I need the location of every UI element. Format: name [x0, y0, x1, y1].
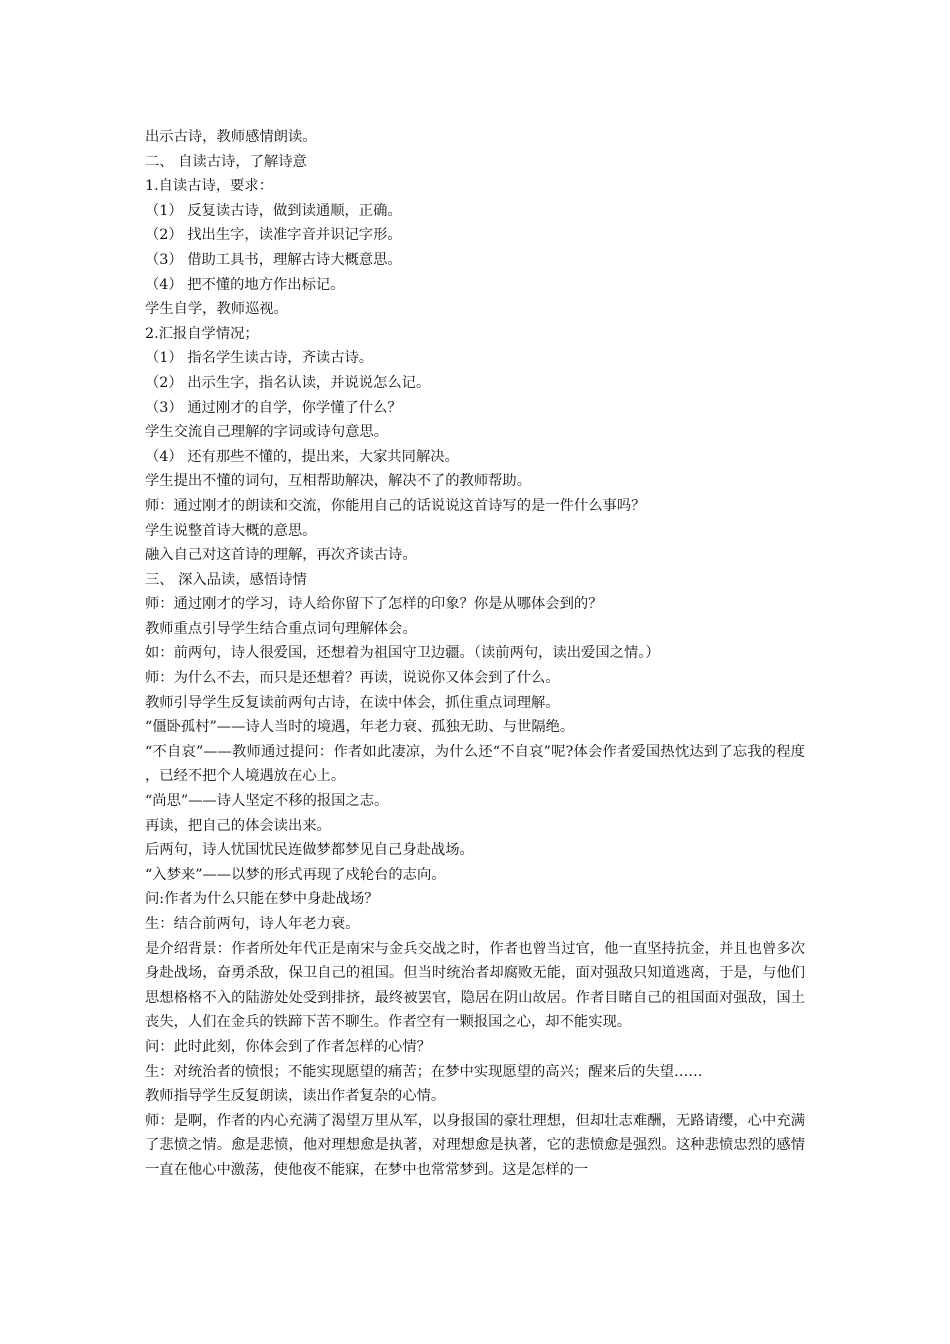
section-heading: 三、 深入品读，感悟诗情 — [145, 571, 307, 588]
list-item: （4） 把不懂的地方作出标记。 — [145, 276, 345, 293]
text-line: 学生自学，教师巡视。 — [145, 301, 288, 318]
text-line: “僵卧孤村”——诗人当时的境遇，年老力衰、孤独无助、与世隔绝。 — [145, 719, 575, 736]
text-line: 问:作者为什么只能在梦中身赴战场？ — [145, 891, 379, 908]
text-line: 2.汇报自学情况； — [145, 325, 259, 342]
paragraph: “不自哀”——教师通过提问：作者如此凄凉，为什么还“不自哀”呢?体会作者爱国热忱达到了忘我的程度，已经不把个人境遇放在心上。 — [145, 743, 805, 785]
text-line: 生：结合前两句，诗人年老力衰。 — [145, 916, 360, 932]
list-item: （2） 找出生字，读准字音并识记字形。 — [145, 227, 402, 244]
list-item: （3） 通过刚才的自学，你学懂了什么？ — [145, 399, 402, 416]
text-line: 1.自读古诗，要求： — [145, 178, 274, 195]
text-line: 师：通过刚才的朗读和交流，你能用自己的话说说这首诗写的是一件什么事吗？ — [145, 497, 646, 514]
text-line: 后两句，诗人忧国忧民连做梦都梦见自己身赴战场。 — [145, 842, 474, 859]
list-item: （2） 出示生字，指名认读，并说说怎么记。 — [145, 374, 431, 391]
text-line: 学生交流自己理解的字词或诗句意思。 — [145, 424, 389, 441]
paragraph: 是介绍背景：作者所处年代正是南宋与金兵交战之时，作者也曾当过官，他一直坚持抗金，并且也曾多次身赴战场，奋勇杀敌，保卫自己的祖国。但当时统治者却腐败无能，面对强敌只知道逃离，于是，与他们思想格格不入的陆游处处受到排挤，最终被罢官，隐居在阴山故居。作者目睹自己的祖国面对强敌，国土丧失，人们在金兵的铁蹄下苦不聊生。作者空有一颗报国之心，却不能实现。 — [145, 940, 805, 1031]
list-item: （1） 反复读古诗，做到读通顺，正确。 — [145, 202, 402, 219]
text-line: 教师引导学生反复读前两句古诗，在读中体会，抓住重点词理解。 — [145, 694, 560, 711]
paragraph: 师：是啊，作者的内心充满了渴望万里从军，以身报国的豪壮理想，但却壮志难酬，无路请缨，心中充满了悲愤之情。愈是悲愤，他对理想愈是执著，对理想愈是执著，它的悲愤愈是强烈。这种悲愤忠烈的感情一直在他心中激荡，使他夜不能寐，在梦中也常常梦到。这是怎样的一 — [145, 1112, 805, 1178]
text-line: 融入自己对这首诗的理解，再次齐读古诗。 — [145, 547, 417, 564]
text-line: 再读，把自己的体会读出来。 — [145, 817, 331, 834]
text-line: “入梦来”——以梦的形式再现了戍轮台的志向。 — [145, 866, 446, 883]
text-line: 师：通过刚才的学习，诗人给你留下了怎样的印象？你是从哪体会到的？ — [145, 596, 603, 613]
section-heading: 二、 自读古诗，了解诗意 — [145, 153, 307, 170]
text-line: 师：为什么不去，而只是还想着？再读，说说你又体会到了什么。 — [145, 670, 560, 687]
list-item: （1） 指名学生读古诗，齐读古诗。 — [145, 350, 374, 367]
text-line: 教师指导学生反复朗读，读出作者复杂的心情。 — [145, 1088, 446, 1105]
text-line: 教师重点引导学生结合重点词句理解体会。 — [145, 620, 417, 637]
list-item: （3） 借助工具书，理解古诗大概意思。 — [145, 251, 402, 268]
text-line: 如：前两句，诗人很爱国，还想着为祖国守卫边疆。（读前两句，读出爱国之情。） — [145, 645, 660, 662]
text-line: 生：对统治者的愤恨；不能实现愿望的痛苦；在梦中实现愿望的高兴；醒来后的失望…… — [145, 1063, 703, 1080]
text-line: “尚思”——诗人坚定不移的报国之志。 — [145, 793, 389, 810]
list-item: （4） 还有那些不懂的，提出来，大家共同解决。 — [145, 448, 459, 465]
document-body — [145, 125, 805, 1183]
text-line: 出示古诗，教师感情朗读。 — [145, 129, 317, 145]
text-line: 学生说整首诗大概的意思。 — [145, 522, 317, 539]
text-line: 学生提出不懂的词句，互相帮助解决，解决不了的教师帮助。 — [145, 473, 532, 490]
text-line: 问：此时此刻，你体会到了作者怎样的心情？ — [145, 1038, 431, 1055]
